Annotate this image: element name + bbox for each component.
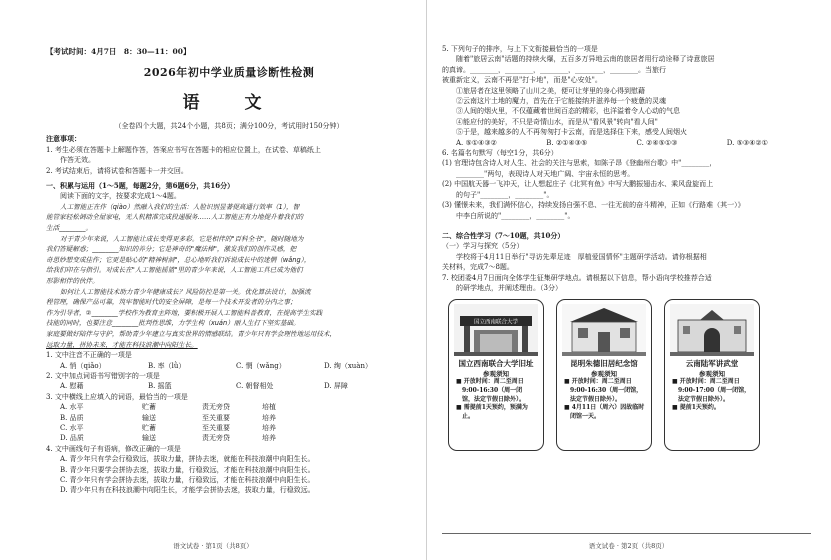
q1-option-d: D. 绚（xuàn） <box>324 361 372 370</box>
q3-row <box>46 433 412 443</box>
site-notice-line: 法定节假日除外）。 <box>564 395 622 403</box>
passage-line: 形影相伴的伙伴。 <box>46 277 99 285</box>
q3-cell: 贮蓄 <box>142 403 156 412</box>
page-1-footer: 语文试卷 · 第1页（共8页） <box>173 542 253 550</box>
passage-line: 奇思妙想变成佳作；它更是贴心的"精神树洞"，总心地听我们诉说成长中的迷惘（wǎng）， <box>46 255 311 264</box>
notes-title: 注意事项： <box>46 134 81 144</box>
gate-illustration <box>454 304 538 356</box>
q5-option-d: D. ⑤③④②① <box>726 138 768 147</box>
intro-line: 学校将于4月11日举行"寻访先辈足迹 厚植爱国情怀"主题研学活动。请你根据相 <box>456 252 707 261</box>
q3-cell: A. 水平 <box>60 403 84 412</box>
exam-time: 【考试时间：4月7日 8：30—11：00】 <box>46 47 191 56</box>
q2-option-c: C. 朝督相处 <box>236 382 274 391</box>
passage-line: 能管家轻松调动全屋家电，无人机精准完成投递服务……人工智能正有力地提升着我们的 <box>46 213 304 222</box>
q5-passage-line: 随着"旅居云南"话题的持续火爆，五百多万异地云南的旅居者用行动诠释了诗意旅居 <box>456 55 715 64</box>
site-notice-title: 参观须知 <box>591 370 617 379</box>
q5-item: ⑤于是，越来越多的人不再匆匆打卡云南，而是选择住下来，感受人间烟火 <box>456 128 687 137</box>
q5-option-a: A. ⑤①④③② <box>456 138 497 147</box>
q6-item: (1) 官理诗包含诗人对人生、社会的关注与思索，如陈子昂《登幽州台歌》中"________， <box>442 159 717 168</box>
question-4: 4. 文中画线句子有语病，修改正确的一项是 <box>46 444 181 453</box>
q3-cell: 贮蓄 <box>142 424 156 432</box>
site-card <box>664 299 760 451</box>
note-line: 作答无效。 <box>46 156 95 165</box>
site-notice-line: ■ 提前1天预约。 <box>672 404 720 412</box>
site-name: 昆明朱德旧居纪念馆 <box>570 359 638 369</box>
q4-option-b: B. 青少年只要学会拼协去迷，拔取力量，行稳致远，才能在科技浪潮中向阳生长。 <box>60 465 315 474</box>
q5-options <box>442 138 817 148</box>
site-name: 国立西南联合大学旧址 <box>458 359 534 369</box>
q3-cell: 培养 <box>262 424 276 432</box>
site-notice-line: ■ 开放时间：周二至周日 <box>564 378 632 386</box>
q3-cell: 至关重要 <box>202 424 230 432</box>
question-3: 3. 文中横线上应填入的词语，最恰当的一项是 <box>46 392 188 401</box>
q3-cell: D. 品质 <box>60 434 84 443</box>
q3-cell: 责无旁贷 <box>202 403 230 412</box>
q1-option-a: A. 悄（qiǎo） <box>60 361 106 370</box>
question-1: 1. 文中注音不正确的一项是 <box>46 351 132 360</box>
site-notice-line: ■ 4月11日（周六）因故临时 <box>564 404 645 412</box>
q3-cell: 培植 <box>262 403 276 412</box>
passage-line: 程管理，确保产品可靠，筑牢智能时代的安全屏障，是每一个技术开发者的分内之事； <box>46 298 297 307</box>
site-notice-line: 9:00-16:30（周一闭 <box>456 386 523 394</box>
q1-option-c: C. 惘（wǎng） <box>236 361 286 370</box>
site-notice-line: 止。 <box>456 412 475 420</box>
question-7-cont: 的研学地点，并阐述理由。（3分） <box>442 283 562 292</box>
q2-options <box>46 381 412 391</box>
q4-option-c: C. 青少年只有学会拼协去迷，拔取力量，行稳致远，才能在科技浪潮中向阳生长。 <box>60 476 315 485</box>
subject-title: 语 文 <box>182 93 276 113</box>
q5-item: ①旅居者在这里领略了山川之美，便可让芽里的身心得到慰藉 <box>456 86 645 95</box>
sub-section-1: （一）学习与探究（5分） <box>442 242 524 251</box>
q3-cell: 至关重要 <box>202 413 230 422</box>
question-2: 2. 文中加点词语书写错别字的一项是 <box>46 371 160 380</box>
question-5: 5. 下列句子的排序，与上下文衔接最恰当的一项是 <box>442 45 598 53</box>
passage-line: 对于青少年来说，人工智能让成长变得更多彩。它是相伴的"百科全书"，随时随地为 <box>60 234 304 243</box>
q5-option-c: C. ②④⑤①③ <box>636 138 678 147</box>
passage-line: 技能的同时，也要注意________批判性思维，力学生构（xuán）丽人生打下坚实基础。 <box>46 319 300 328</box>
q3-row <box>46 423 412 433</box>
note-line: 1. 考生必须在答题卡上解题作答，答案应书写在答题卡的相应位置上，在试卷、草稿纸上 <box>46 145 321 154</box>
passage-line: 我们答疑解惑；________知识的养分；它是神奇的"魔法棒"，激发我们的创作灵感，把 <box>46 245 297 254</box>
q2-option-b: B. 摇篮 <box>148 382 172 391</box>
section-2-heading: 二、综合性学习（7～10题，共10分） <box>442 230 565 240</box>
site-name: 云南陆军讲武堂 <box>685 359 739 369</box>
site-notice-line: 闭馆一天。 <box>564 412 601 420</box>
q4-option-d: D. 青少年只有在科技浪潮中向阳生长，才能学会拼协去迷，拔取力量，行稳致远。 <box>60 486 315 495</box>
q3-row <box>46 413 412 423</box>
exam-title: 2026年初中学业质量诊断性检测 <box>143 66 315 79</box>
note-line: 2. 考试结束后，请将试卷和答题卡一并交回。 <box>46 166 188 175</box>
site-notice-line: 法定节假日除外）。 <box>672 395 730 403</box>
q1-options <box>46 361 412 371</box>
q6-item: (3) 懂憬未来，我们满怀信心，持续发扬自强不息、一往无前的奋斗精神，正如《行路难（其一）》 <box>442 201 745 210</box>
q3-cell: B. 品质 <box>60 413 84 422</box>
q5-option-b: B. ②①④③⑤ <box>546 138 588 147</box>
q3-cell: 培养 <box>262 413 276 422</box>
q2-option-a: A. 慰藉 <box>60 382 84 391</box>
passage-line: 作为引导者，②________学校作为教育主阵地，要积极开展人工智能科普教育，在提高学生实践 <box>46 308 323 317</box>
site-notice-title: 参观须知 <box>483 370 509 379</box>
q3-cell: C. 水平 <box>60 424 84 432</box>
underlined-sentence: 远取力量，拼协未来，才能在科技浪潮中向阳生长。 <box>46 340 198 349</box>
question-7: 7. 校团委4月7日面向全体学生征集研学地点。请根据以下信息，帮小语向学校推荐合适 <box>442 273 712 282</box>
site-notice-line: 馆，法定节假日除外）。 <box>456 395 526 403</box>
q6-item: (2) 中国航天器一飞冲天，让人想起庄子《北冥有鱼》中写大鹏振翅击水、乘风盘旋而上 <box>442 180 714 189</box>
q3-cell: 输送 <box>142 434 156 443</box>
q3-row <box>46 402 412 412</box>
q6-item: ________"两句，表现诗人对天地广阔、宇宙永恒的思考。 <box>442 169 635 178</box>
section-1-heading: 一、积累与运用（1～5题，每题2分，第6题6分，共16分） <box>46 181 235 191</box>
q5-passage-line: 的真谛。________，________，________，________，________。当旅行 <box>442 65 666 74</box>
reading-passage <box>46 202 412 350</box>
q2-option-d: D. 屏障 <box>324 382 348 391</box>
passage-line: 人工智能正在作（qiào）然融入我们的生活：人脸识别显著提高通行效率（1），智 <box>60 202 300 211</box>
q4-option-a: A. 青少年只有学会行稳致远，拔取力量，拼协去迷，就能在科技浪潮中向阳生长。 <box>60 455 315 464</box>
passage-line: 生活________。 <box>46 224 93 233</box>
page-2 <box>426 0 831 560</box>
q5-passage-line: 被重新定义，云南不再是"打卡地"，而是"心安处"。 <box>442 76 602 85</box>
site-notice-line: ■ 开放时间：周二至周日 <box>672 378 740 386</box>
site-notice-title: 参观须知 <box>699 370 725 379</box>
site-notice-line: 9:00-17:00（周一闭馆， <box>672 386 751 394</box>
q5-item: ③人间的烟火里，不仅蕴藏着世间百态的精彩，也洋溢着令人心动的气息 <box>456 107 680 116</box>
q5-item: ④能应付的美好，不只是奇情山水，而是从"看风景"转向"看人间" <box>456 117 658 126</box>
site-card <box>448 299 544 451</box>
q3-options <box>46 402 412 444</box>
passage-line: 给我们印在与指引。对成长在"人工智能摇篮"里的青少年来说，人工智能工具已成为他们 <box>46 266 303 275</box>
q1-option-b: B. 率（lǜ） <box>148 361 186 370</box>
q6-item: 中李白所说的"________，________"。 <box>442 211 575 220</box>
read-prompt: 阅读下面的文字，按要求完成1～4题。 <box>60 192 181 201</box>
site-notice-line: 9:00-16:30（周一闭馆， <box>564 386 643 394</box>
page-2-footer: 语文试卷 · 第2页（共8页） <box>588 542 669 550</box>
site-notice-line: ■ 需提前1天预约，预满为 <box>456 404 528 412</box>
q3-cell: 输送 <box>142 413 156 422</box>
question-6: 6. 名篇名句默写（每空1分，共6分） <box>442 149 558 158</box>
gate-sign: 国立西南联合大学 <box>473 319 519 326</box>
exam-meta: （全卷四个大题，共24个小题，共8页；满分100分，考试用时150分钟） <box>114 122 344 130</box>
intro-line: 关材料，完成7～8题。 <box>442 263 514 272</box>
q5-item: ②云南这片土地的魔力，首先在于它能接纳并滋养每一个疲惫的灵魂 <box>456 97 666 106</box>
site-notice-line: ■ 开放时间：周二至周日 <box>456 378 524 386</box>
study-site-cards <box>442 299 817 451</box>
passage-line: 如何让人工智能技术助力青少年健康成长？风险防控是第一关。优化算法设计，加强流 <box>60 287 311 296</box>
passage-line: 家庭要做好陪伴与守护，帮助青少年建立与真实世界的情感联结。青少年只有学会理性地运用技术， <box>46 329 337 338</box>
q3-cell: 责无旁贷 <box>202 434 230 443</box>
q6-item: 的句子"________，________"。 <box>442 190 554 199</box>
q3-cell: 培养 <box>262 434 276 443</box>
answer-line <box>442 533 811 534</box>
residence-illustration <box>562 304 646 356</box>
site-card <box>556 299 652 451</box>
academy-illustration <box>670 304 754 356</box>
